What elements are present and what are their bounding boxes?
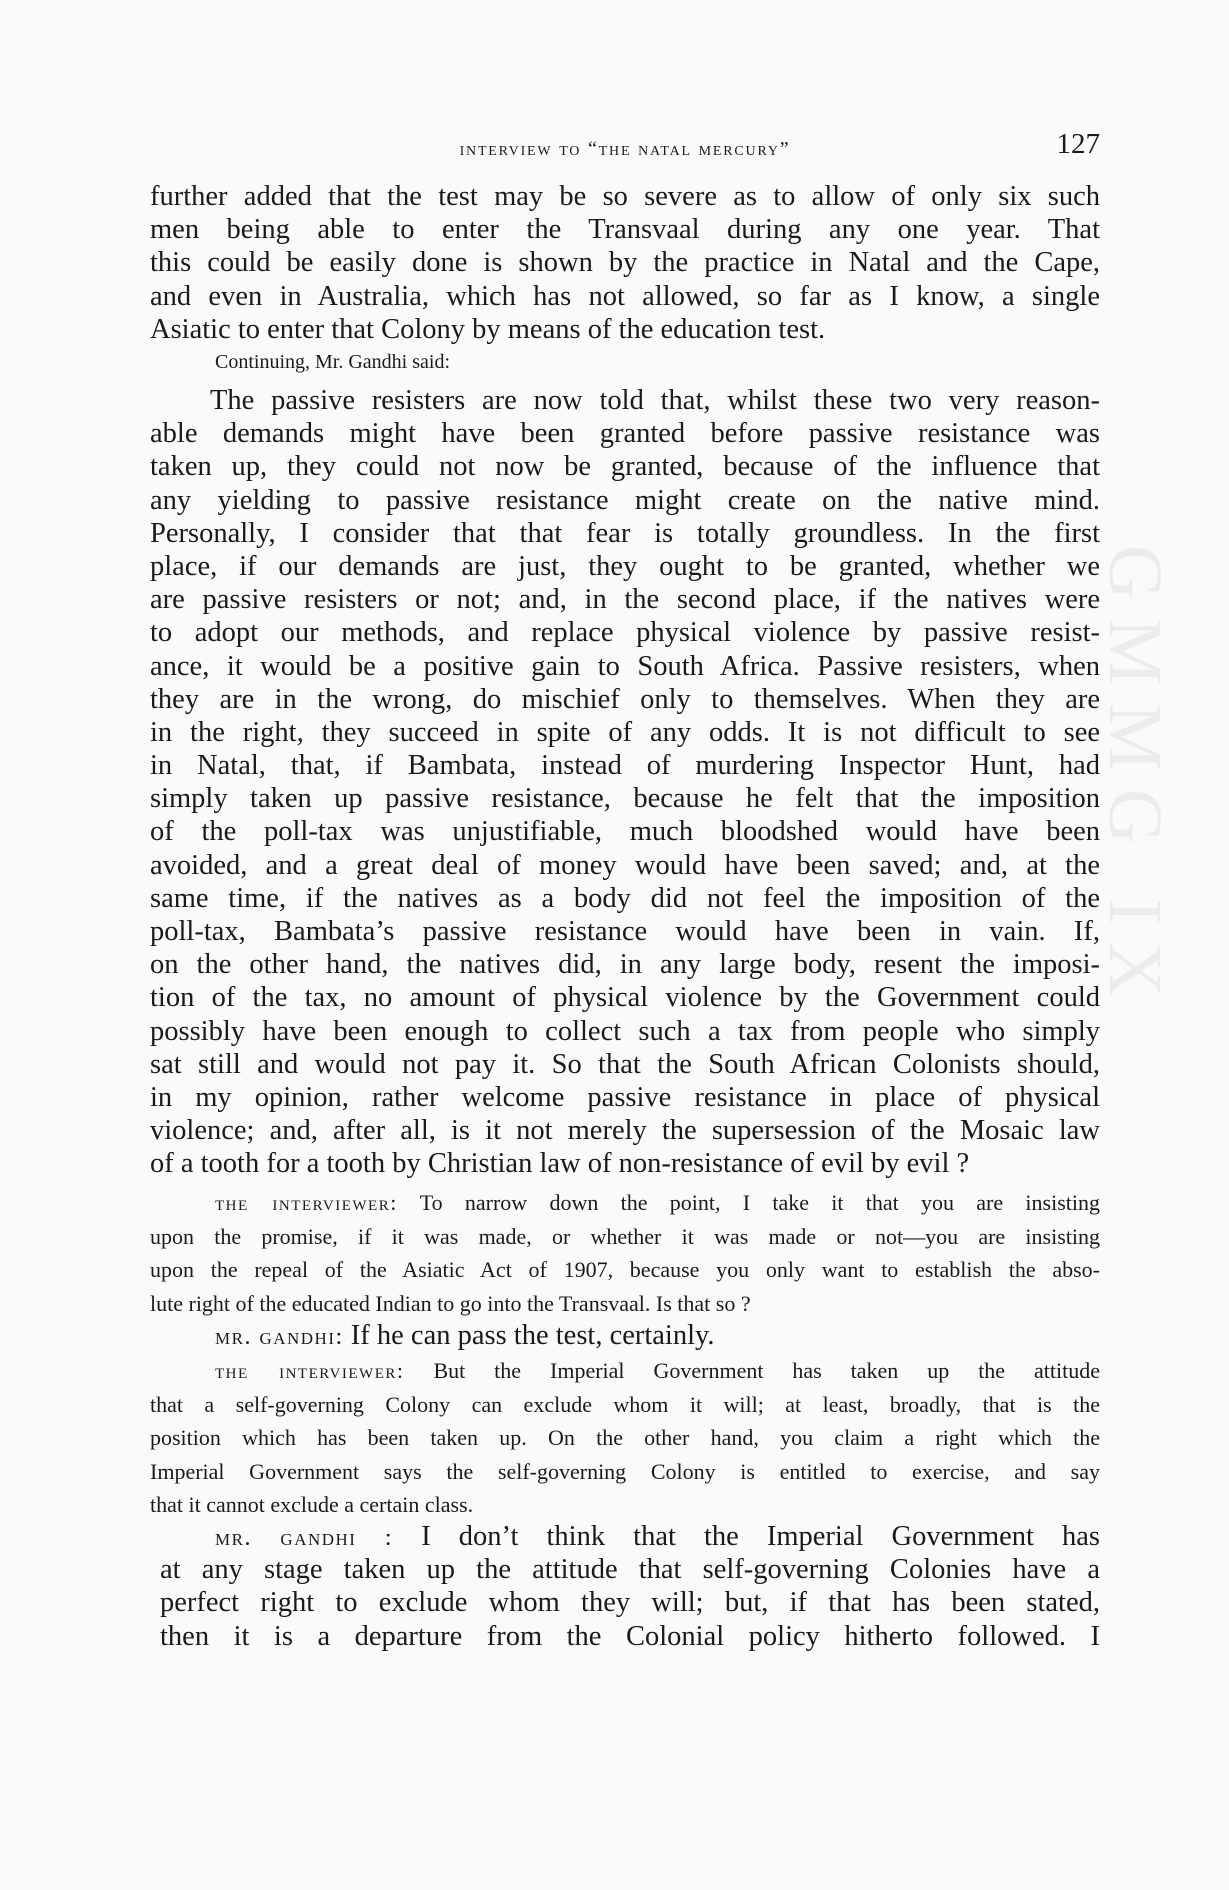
continuing-note: Continuing, Mr. Gandhi said: <box>215 351 450 373</box>
text-line: perfect right to exclude whom they will; but, if that has been stated, <box>160 1587 1100 1619</box>
text-line: any yielding to passive resistance might create on the native mind. <box>150 484 1100 516</box>
text-line: upon the promise, if it was made, or whether it was made or not—you are insisting <box>150 1223 1100 1249</box>
speaker-interviewer: the interviewer: <box>215 1190 398 1215</box>
question-text: To narrow down the point, I take it that you are insisting <box>419 1190 1100 1215</box>
speaker-interviewer: the interviewer: <box>215 1358 405 1383</box>
page-number: 127 <box>1056 128 1100 160</box>
question-text: But the Imperial Government has taken up the attitude <box>433 1358 1101 1383</box>
text-line: avoided, and a great deal of money would have been saved; and, at the <box>150 849 1100 881</box>
text-line: ance, it would be a positive gain to South Africa. Passive resisters, when <box>150 650 1100 682</box>
text-line: they are in the wrong, do mischief only to themselves. When they are <box>150 683 1100 715</box>
text-line: able demands might have been granted before passive resistance was <box>150 418 1100 450</box>
text-line: Personally, I consider that that fear is totally groundless. In the first <box>150 517 1100 549</box>
text-line: position which has been taken up. On the other hand, you claim a right which the <box>150 1425 1100 1450</box>
text-line: upon the repeal of the Asiatic Act of 1907, because you only want to establish the abso- <box>150 1257 1100 1282</box>
text-line: of the poll-tax was unjustifiable, much bloodshed would have been <box>150 816 1100 848</box>
text-line <box>150 1186 1100 1220</box>
text-line: and even in Australia, which has not allowed, so far as I know, a single <box>150 280 1100 312</box>
page-header <box>150 128 1100 168</box>
answer-2 <box>160 1520 1100 1653</box>
speaker-gandhi: mr. gandhi : <box>215 1525 394 1551</box>
text-line: in Natal, that, if Bambata, instead of murdering Inspector Hunt, had <box>150 750 1100 782</box>
text-line <box>150 1354 1100 1388</box>
text-line: then it is a departure from the Colonial policy hitherto followed. I <box>160 1620 1100 1652</box>
text-line: possibly have been enough to collect such a tax from people who simply <box>150 1015 1100 1047</box>
watermark <box>1093 545 1177 1320</box>
running-head: interview to “the natal mercury” <box>459 138 791 160</box>
text-line: The passive resisters are now told that, whilst these two very reason- <box>210 385 1100 416</box>
text-line: sat still and would not pay it. So that the South African Colonists should, <box>150 1048 1100 1080</box>
text-line: this could be easily done is shown by the practice in Natal and the Cape, <box>150 247 1100 279</box>
text-line: are passive resisters or not; and, in the second place, if the natives were <box>150 584 1100 616</box>
text-line: in my opinion, rather welcome passive resistance in place of physical <box>150 1081 1100 1113</box>
paragraph-2 <box>150 384 1100 1181</box>
text-line: of a tooth for a tooth by Christian law of non-resistance of evil by evil ? <box>150 1148 970 1180</box>
text-line: same time, if the natives as a body did not feel the imposition of the <box>150 882 1100 914</box>
text-line: that a self-governing Colony can exclude whom it will; at least, broadly, that is the <box>150 1391 1100 1417</box>
text-line: Asiatic to enter that Colony by means of the education test. <box>150 313 826 345</box>
text-line: on the other hand, the natives did, in any large body, resent the imposi- <box>150 949 1100 981</box>
text-line: taken up, they could not now be granted, because of the influence that <box>150 451 1100 483</box>
text-line: men being able to enter the Transvaal during any one year. That <box>150 214 1100 246</box>
text-line: violence; and, after all, is it not merely the supersession of the Mosaic law <box>150 1115 1100 1147</box>
speaker-gandhi: mr. gandhi: <box>215 1324 344 1350</box>
paragraph-1 <box>150 180 1100 346</box>
question-2 <box>150 1354 1100 1522</box>
watermark-text: GMMG IX <box>1093 545 1177 1016</box>
text-line: at any stage taken up the attitude that self-governing Colonies have a <box>160 1554 1100 1586</box>
answer-1 <box>215 1320 715 1352</box>
text-line: in the right, they succeed in spite of any odds. It is not difficult to see <box>150 716 1100 748</box>
answer-text: I don’t think that the Imperial Government has <box>421 1521 1101 1552</box>
text-line: lute right of the educated Indian to go into the Transvaal. Is that so ? <box>150 1290 751 1316</box>
text-line: that it cannot exclude a certain class. <box>150 1492 474 1517</box>
text-line: poll-tax, Bambata’s passive resistance would have been in vain. If, <box>150 916 1100 947</box>
text-line: further added that the test may be so severe as to allow of only six such <box>150 181 1100 212</box>
text-line: tion of the tax, no amount of physical violence by the Government could <box>150 982 1100 1014</box>
text-line: simply taken up passive resistance, because he felt that the imposition <box>150 783 1100 815</box>
text-line: to adopt our methods, and replace physical violence by passive resist- <box>150 617 1100 649</box>
text-line: Imperial Government says the self-governing Colony is entitled to exercise, and say <box>150 1458 1100 1484</box>
text-line: place, if our demands are just, they ought to be granted, whether we <box>150 550 1100 582</box>
question-1 <box>150 1186 1100 1320</box>
text-line <box>160 1520 1100 1553</box>
answer-text: If he can pass the test, certainly. <box>350 1320 715 1351</box>
